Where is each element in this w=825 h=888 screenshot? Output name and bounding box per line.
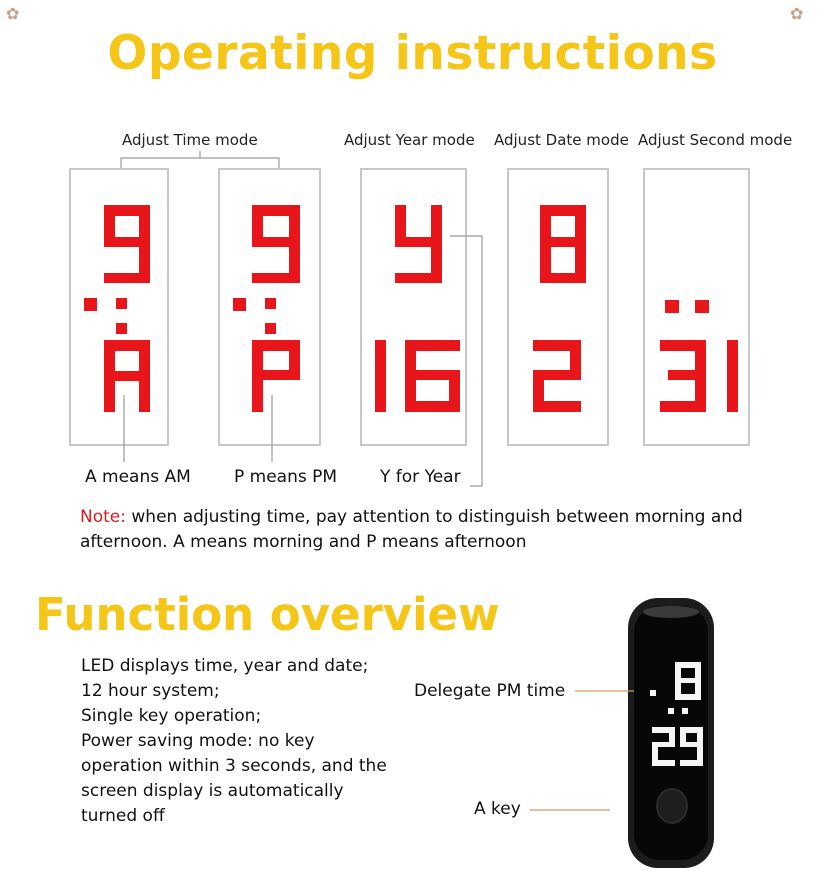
- year-caption: Y for Year: [380, 467, 461, 487]
- feature-item: Single key operation;: [81, 706, 262, 726]
- a-key-label: A key: [474, 799, 521, 819]
- am-caption: A means AM: [85, 467, 191, 487]
- adjust-year-mode-label: Adjust Year mode: [344, 131, 475, 149]
- note-paragraph: [80, 505, 780, 555]
- led-digits-am: [84, 205, 150, 412]
- frame-corner-left: ✿: [6, 4, 20, 23]
- led-digits-pm: [233, 205, 300, 412]
- watch: [628, 598, 714, 868]
- led-digits-date: [533, 205, 586, 412]
- adjust-second-mode-label: Adjust Second mode: [638, 131, 793, 149]
- adjust-time-mode-label: Adjust Time mode: [122, 131, 258, 149]
- year-leader-line: [450, 236, 482, 486]
- led-digits-second: [660, 300, 738, 412]
- pm-caption: P means PM: [234, 467, 338, 487]
- pm-time-label: Delegate PM time: [414, 681, 566, 701]
- feature-list: [81, 654, 411, 829]
- time-mode-bracket: [121, 151, 279, 168]
- note-text: when adjusting time, pay attention to distinguish between morning and afternoon. A means morning and P means afternoon: [80, 507, 743, 552]
- adjust-date-mode-label: Adjust Date mode: [494, 131, 629, 149]
- operating-instructions-title: Operating instructions: [107, 26, 718, 81]
- watch-key-button: [657, 789, 687, 823]
- feature-item: Power saving mode: no key operation within 3 seconds, and the screen display is automatically turned off: [81, 731, 387, 826]
- note-label: Note:: [80, 507, 126, 527]
- feature-item: LED displays time, year and date;: [81, 656, 369, 676]
- led-digits-year: [375, 205, 460, 412]
- function-overview-title: Function overview: [35, 588, 500, 641]
- feature-item: 12 hour system;: [81, 681, 220, 701]
- watch-highlight: [643, 606, 699, 618]
- frame-corner-right: ✿: [790, 4, 804, 23]
